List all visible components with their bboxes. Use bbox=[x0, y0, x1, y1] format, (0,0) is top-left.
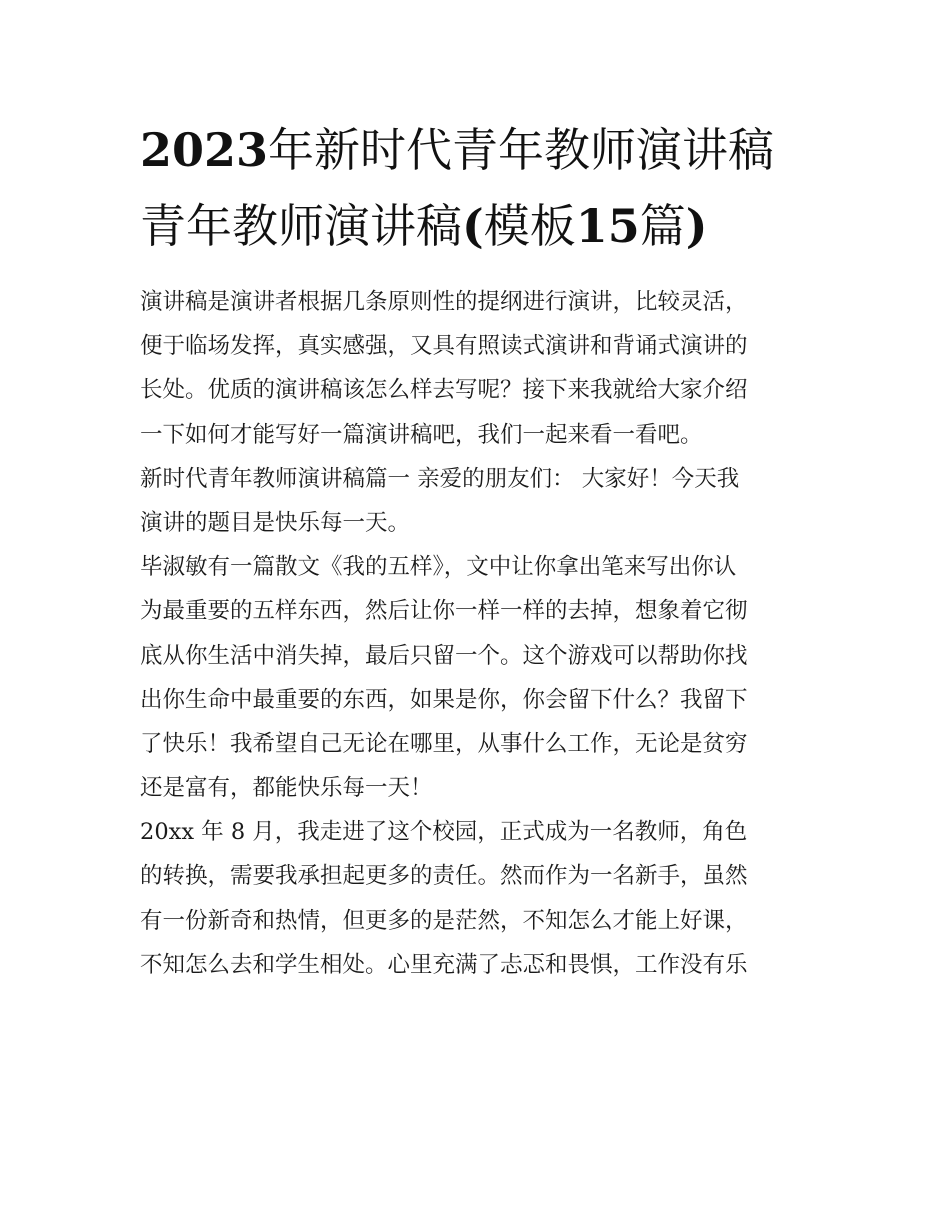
document-title bbox=[140, 112, 830, 264]
body-line: 底从你生活中消失掉，最后只留一个。这个游戏可以帮助你找 bbox=[140, 642, 748, 669]
body-line: 便于临场发挥，真实感强，又具有照读式演讲和背诵式演讲的 bbox=[140, 333, 748, 360]
body-line: 长处。优质的演讲稿该怎么样去写呢？接下来我就给大家介绍 bbox=[140, 377, 748, 404]
body-line: 有一份新奇和热情，但更多的是茫然，不知怎么才能上好课， bbox=[140, 907, 748, 934]
body-line: 演讲稿是演讲者根据几条原则性的提纲进行演讲，比较灵活， bbox=[140, 289, 748, 315]
body-line: 了快乐！我希望自己无论在哪里，从事什么工作，无论是贫穷 bbox=[140, 730, 748, 757]
body-line: 新时代青年教师演讲稿篇一 亲爱的朋友们： 大家好！今天我 bbox=[140, 465, 740, 492]
body-line: 演讲的题目是快乐每一天。 bbox=[140, 509, 411, 536]
body-line: 还是富有，都能快乐每一天！ bbox=[140, 775, 433, 802]
document-body bbox=[140, 280, 830, 987]
body-line: 20xx 年 8 月，我走进了这个校园，正式成为一名教师，角色 bbox=[140, 819, 748, 846]
title-close-paren: ) bbox=[685, 199, 708, 253]
body-line: 为最重要的五样东西，然后让你一样一样的去掉，想象着它彻 bbox=[140, 598, 748, 625]
body-line: 一下如何才能写好一篇演讲稿吧，我们一起来看一看吧。 bbox=[140, 421, 703, 448]
body-line: 出你生命中最重要的东西，如果是你，你会留下什么？我留下 bbox=[140, 686, 748, 713]
title-line-1-text: 年新时代青年教师演讲稿 bbox=[268, 123, 775, 177]
title-open-paren: ( bbox=[462, 199, 484, 253]
title-piece-word: 篇 bbox=[639, 199, 686, 253]
title-year: 2023 bbox=[140, 123, 269, 177]
body-line: 的转换，需要我承担起更多的责任。然而作为一名新手，虽然 bbox=[140, 863, 748, 890]
title-count: 15 bbox=[575, 199, 640, 253]
body-line: 不知怎么去和学生相处。心里充满了忐忑和畏惧，工作没有乐 bbox=[140, 951, 748, 978]
title-template-word: 模板 bbox=[483, 199, 576, 253]
title-line-1 bbox=[140, 112, 830, 188]
title-line-2 bbox=[140, 188, 830, 264]
title-line-2-text: 青年教师演讲稿 bbox=[140, 199, 462, 253]
body-line: 毕淑敏有一篇散文《我的五样》，文中让你拿出笔来写出你认 bbox=[140, 554, 737, 581]
